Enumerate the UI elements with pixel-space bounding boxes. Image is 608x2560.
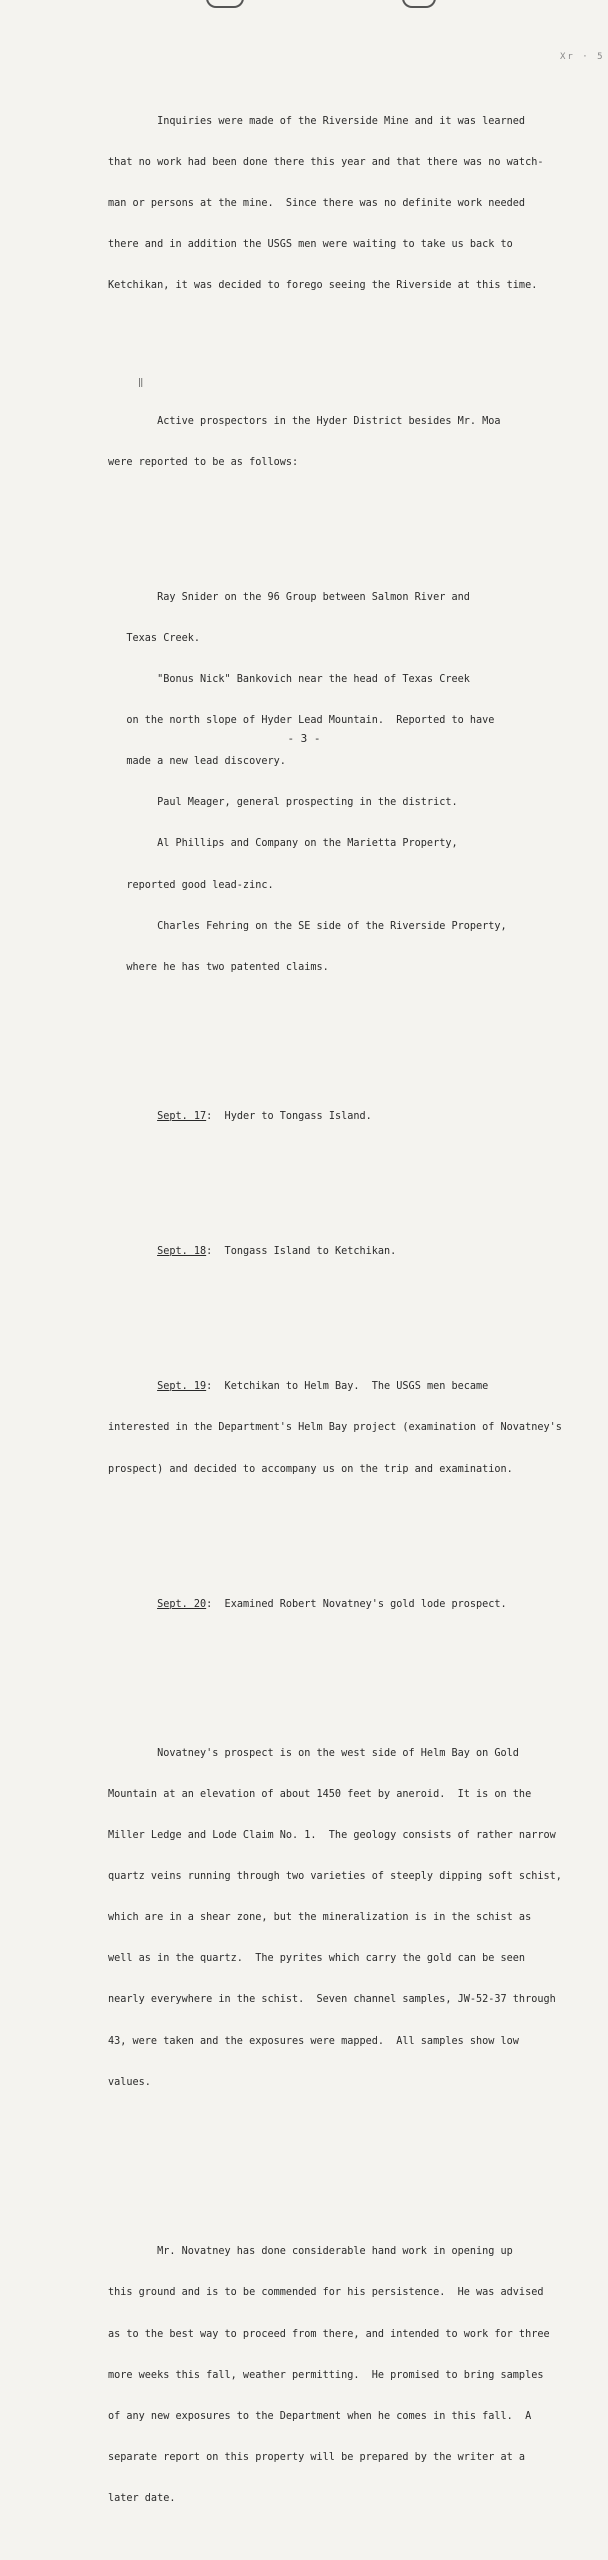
text-line: well as in the quartz. The pyrites which carry the gold can be seen (108, 1953, 526, 1965)
text-line: Mr. Novatney has done considerable hand work in opening up (108, 2246, 513, 2258)
list-item: where he has two patented claims. (108, 961, 329, 973)
text-line: 43, were taken and the exposures were mapped. All samples show low (108, 2035, 519, 2047)
text-line: quartz veins running through two varieties of steeply dipping soft schist, (108, 1871, 562, 1883)
text-line: separate report on this property will be prepared by the writer at a (108, 2451, 526, 2463)
list-item: made a new lead discovery. (108, 756, 286, 768)
text-line: nearly everywhere in the schist. Seven channel samples, JW-52-37 through (108, 1994, 556, 2006)
entry-text: : Ketchikan to Helm Bay. The USGS men became (206, 1381, 489, 1393)
list-item: on the north slope of Hyder Lead Mountain. Reported to have (108, 715, 495, 727)
entry-date: Sept. 17 (157, 1110, 207, 1122)
text-line: this ground and is to be commended for his persistence. He was advised (108, 2287, 544, 2299)
text-line: which are in a shear zone, but the mineralization is in the schist as (108, 1912, 532, 1924)
text-line: values. (108, 2076, 151, 2088)
text-line: there and in addition the USGS men were waiting to take us back to (108, 239, 513, 251)
text-line: prospect) and decided to accompany us on the trip and examination. (108, 1463, 513, 1475)
entry-sept-17 (108, 1082, 578, 1151)
text-line: Inquiries were made of the Riverside Mine and it was learned (108, 115, 526, 127)
entry-date: Sept. 19 (157, 1381, 207, 1393)
entry-sept-18 (108, 1218, 578, 1287)
text-line: Ketchikan, it was decided to forego seeing the Riverside at this time. (108, 280, 538, 292)
scan-artifact (206, 0, 244, 8)
text-line: as to the best way to proceed from there, and intended to work for three (108, 2328, 550, 2340)
stray-mark: ‖ (138, 378, 144, 388)
entry-date: Sept. 20 (157, 1598, 207, 1610)
scan-artifact (402, 0, 436, 8)
list-item: reported good lead-zinc. (108, 879, 274, 891)
list-item: Paul Meager, general prospecting in the district. (108, 797, 458, 809)
entry-sept-19 (108, 1353, 578, 1504)
entry-date: Sept. 18 (157, 1246, 207, 1258)
document-body (108, 60, 578, 2560)
margin-note: Xr · 5 (560, 52, 605, 62)
paragraph-novatney-work (108, 2218, 578, 2533)
entry-sept-20 (108, 1570, 578, 1639)
entry-text: : Examined Robert Novatney's gold lode prospect. (206, 1598, 507, 1610)
page-number: - 3 - (287, 732, 321, 745)
text-line: Novatney's prospect is on the west side of Helm Bay on Gold (108, 1747, 519, 1759)
text-line: that no work had been done there this year and that there was no watch- (108, 156, 544, 168)
text-line: interested in the Department's Helm Bay project (examination of Novatney's (108, 1422, 562, 1434)
text-line: man or persons at the mine. Since there was no definite work needed (108, 198, 526, 209)
list-item: Texas Creek. (108, 633, 201, 644)
list-item: Al Phillips and Company on the Marietta Property, (108, 838, 458, 850)
list-item: Ray Snider on the 96 Group between Salmon River and (108, 591, 470, 603)
text-line: later date. (108, 2492, 176, 2504)
text-line: of any new exposures to the Department when he comes in this fall. A (108, 2410, 532, 2422)
paragraph-novatney-prospect (108, 1720, 578, 2117)
text-line: were reported to be as follows: (108, 456, 299, 468)
text-line: more weeks this fall, weather permitting. He promised to bring samples (108, 2369, 544, 2381)
entry-text: : Hyder to Tongass Island. (206, 1110, 372, 1122)
prospectors-list (108, 564, 578, 1002)
text-line: Mountain at an elevation of about 1450 feet by aneroid. It is on the (108, 1789, 532, 1800)
list-item: Charles Fehring on the SE side of the Riverside Property, (108, 920, 507, 932)
list-item: "Bonus Nick" Bankovich near the head of Texas Creek (108, 674, 470, 686)
text-line: Miller Ledge and Lode Claim No. 1. The geology consists of rather narrow (108, 1830, 556, 1842)
paragraph-riverside (108, 87, 578, 320)
text-line: Active prospectors in the Hyder District besides Mr. Moa (108, 415, 501, 427)
entry-text: : Tongass Island to Ketchikan. (206, 1246, 397, 1258)
paragraph-prospectors-intro (108, 387, 578, 497)
